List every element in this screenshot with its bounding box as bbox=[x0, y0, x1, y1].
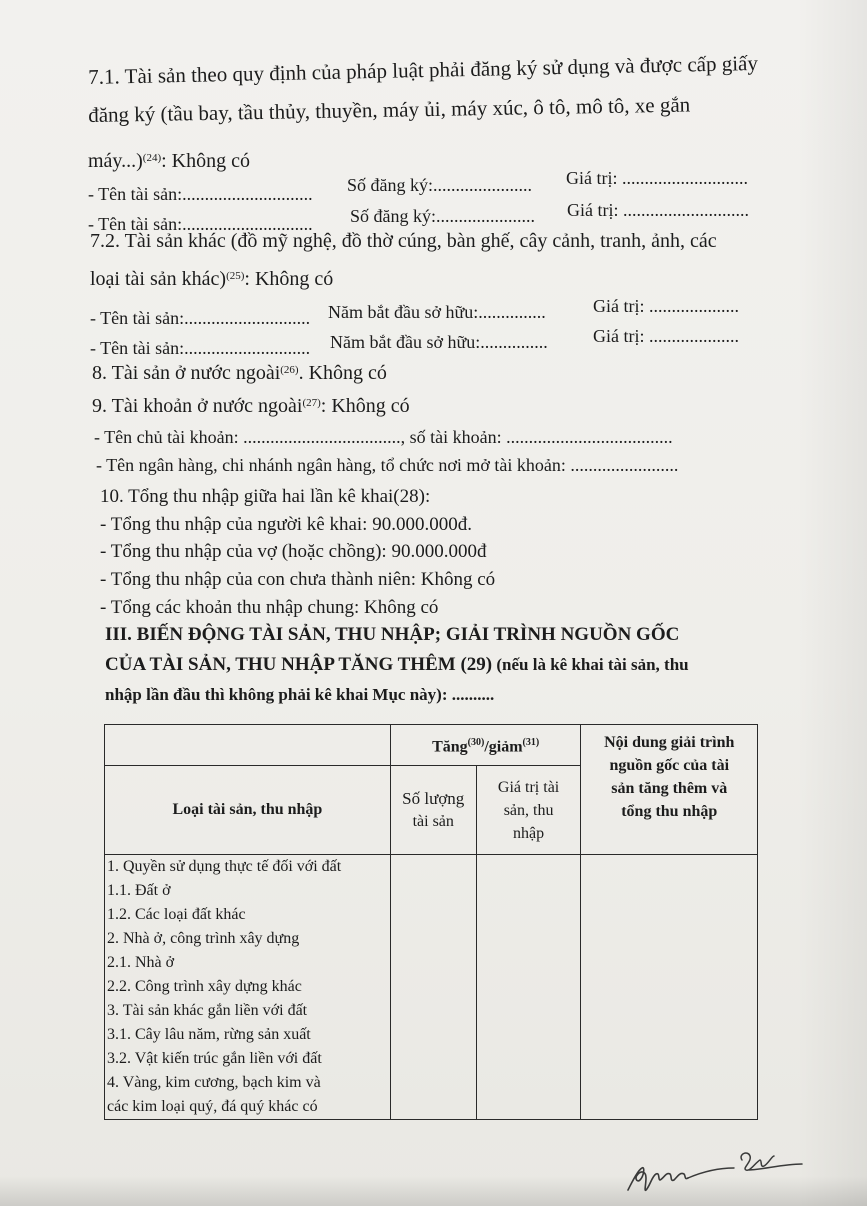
text: Số lượng bbox=[402, 789, 465, 808]
footnote-ref: (27) bbox=[302, 397, 321, 409]
other-asset-name-field-2: - Tên tài sản:............................ bbox=[90, 338, 311, 358]
table-row: 1. Quyền sử dụng thực tế đối với đất bbox=[107, 858, 342, 875]
text: : Không có bbox=[244, 268, 334, 290]
text: máy...) bbox=[88, 150, 143, 172]
minor-children-income: - Tổng thu nhập của con chưa thành niên: Không có bbox=[100, 569, 496, 590]
section-10-title: 10. Tổng thu nhập giữa hai lần kê khai(28): bbox=[100, 486, 431, 507]
section-III-line-3: nhập lần đầu thì không phải kê khai Mục này): .......... bbox=[105, 685, 495, 704]
explanation-cell bbox=[581, 855, 758, 1120]
text: loại tài sản khác) bbox=[90, 268, 227, 290]
section-9 bbox=[92, 395, 410, 417]
section-7-1-line-3 bbox=[88, 150, 250, 172]
text: Nội dung giải trình bbox=[604, 734, 735, 751]
section-8 bbox=[92, 362, 387, 384]
text: : Không có bbox=[320, 395, 410, 417]
account-owner-field: - Tên chủ tài khoản: ..................................., số tài khoản: ..................................... bbox=[94, 427, 673, 447]
text: /giảm bbox=[484, 738, 523, 756]
page-shadow bbox=[797, 0, 867, 1206]
table-row: 2.1. Nhà ở bbox=[107, 954, 175, 971]
registration-number-field-1: Số đăng ký:...................... bbox=[347, 175, 533, 195]
table-row: 4. Vàng, kim cương, bạch kim và bbox=[107, 1074, 321, 1091]
quantity-header bbox=[390, 766, 476, 855]
text: sản tăng thêm và bbox=[611, 780, 728, 797]
text: sản, thu bbox=[503, 801, 554, 819]
section-7-1-line-1: 7.1. Tài sản theo quy định của pháp luật phải đăng ký sử dụng và được cấp giấy bbox=[87, 50, 759, 89]
ownership-year-field-1: Năm bắt đầu sở hữu:............... bbox=[328, 302, 546, 322]
header-spacer bbox=[105, 725, 391, 766]
table-row: 1.2. Các loại đất khác bbox=[107, 906, 246, 923]
asset-type-list bbox=[105, 855, 391, 1120]
signature-mark bbox=[622, 1146, 812, 1198]
value-field-2: Giá trị: ............................ bbox=[567, 200, 749, 220]
footnote-ref: (30) bbox=[467, 736, 485, 748]
spouse-income: - Tổng thu nhập của vợ (hoặc chồng): 90.000.000đ bbox=[100, 541, 487, 562]
registration-number-field-2: Số đăng ký:...................... bbox=[350, 206, 536, 226]
text: 8. Tài sản ở nước ngoài bbox=[92, 362, 281, 384]
bank-field: - Tên ngân hàng, chi nhánh ngân hàng, tổ chức nơi mở tài khoản: ........................ bbox=[96, 455, 679, 475]
text: . Không có bbox=[298, 362, 387, 384]
increase-decrease-header bbox=[390, 725, 581, 766]
table-row: 1.1. Đất ở bbox=[107, 882, 171, 899]
asset-change-table bbox=[104, 724, 758, 1120]
value-cell bbox=[476, 855, 581, 1120]
table-row: 3. Tài sản khác gắn liền với đất bbox=[107, 1002, 308, 1019]
section-III-line-2 bbox=[105, 654, 689, 676]
quantity-cell bbox=[390, 855, 476, 1120]
text: Giá trị tài bbox=[497, 778, 560, 796]
table-row: 2. Nhà ở, công trình xây dựng bbox=[107, 930, 300, 947]
table-row: các kim loại quý, đá quý khác có bbox=[107, 1098, 318, 1115]
footnote-ref: (31) bbox=[522, 736, 540, 748]
text: 9. Tài khoản ở nước ngoài bbox=[92, 395, 303, 417]
text: CỦA TÀI SẢN, THU NHẬP TĂNG THÊM (29) bbox=[105, 654, 493, 675]
explanation-header bbox=[581, 725, 758, 855]
text: Tăng bbox=[432, 738, 468, 756]
text: tài sản bbox=[412, 813, 454, 830]
footnote-ref: (26) bbox=[280, 364, 299, 376]
other-value-field-1: Giá trị: .................... bbox=[593, 296, 739, 316]
declarant-income: - Tổng thu nhập của người kê khai: 90.000.000đ. bbox=[100, 514, 472, 535]
section-7-2-line-1: 7.2. Tài sản khác (đồ mỹ nghệ, đồ thờ cúng, bàn ghế, cây cảnh, tranh, ảnh, các bbox=[90, 230, 717, 252]
ownership-year-field-2: Năm bắt đầu sở hữu:............... bbox=[330, 332, 548, 352]
value-field-1: Giá trị: ............................ bbox=[566, 168, 748, 188]
asset-name-field-2: - Tên tài sản:............................. bbox=[88, 214, 313, 234]
table-row: 2.2. Công trình xây dựng khác bbox=[107, 978, 302, 995]
text: tổng thu nhập bbox=[621, 803, 718, 820]
text: : Không có bbox=[161, 150, 251, 172]
other-value-field-2: Giá trị: .................... bbox=[593, 326, 739, 346]
text: nguồn gốc của tài bbox=[609, 757, 730, 774]
table-row: 3.1. Cây lâu năm, rừng sản xuất bbox=[107, 1026, 311, 1043]
section-7-2-line-2 bbox=[90, 268, 333, 290]
asset-type-header bbox=[105, 766, 391, 855]
asset-name-field-1: - Tên tài sản:............................. bbox=[88, 184, 313, 204]
table-row: 3.2. Vật kiến trúc gắn liền với đất bbox=[107, 1050, 322, 1067]
common-income: - Tổng các khoản thu nhập chung: Không có bbox=[100, 597, 439, 618]
text: (nếu là kê khai tài sản, thu bbox=[492, 655, 689, 674]
footnote-ref: (25) bbox=[226, 270, 245, 282]
text: nhập bbox=[513, 824, 545, 842]
footnote-ref: (24) bbox=[142, 152, 162, 164]
section-7-1-line-2: đăng ký (tầu bay, tầu thủy, thuyền, máy ủi, máy xúc, ô tô, mô tô, xe gắn bbox=[87, 92, 691, 127]
section-III-line-1: III. BIẾN ĐỘNG TÀI SẢN, THU NHẬP; GIẢI TRÌNH NGUỒN GỐC bbox=[105, 624, 680, 645]
value-header bbox=[476, 766, 581, 855]
other-asset-name-field-1: - Tên tài sản:............................ bbox=[90, 308, 311, 328]
text: Loại tài sản, thu nhập bbox=[172, 801, 323, 818]
